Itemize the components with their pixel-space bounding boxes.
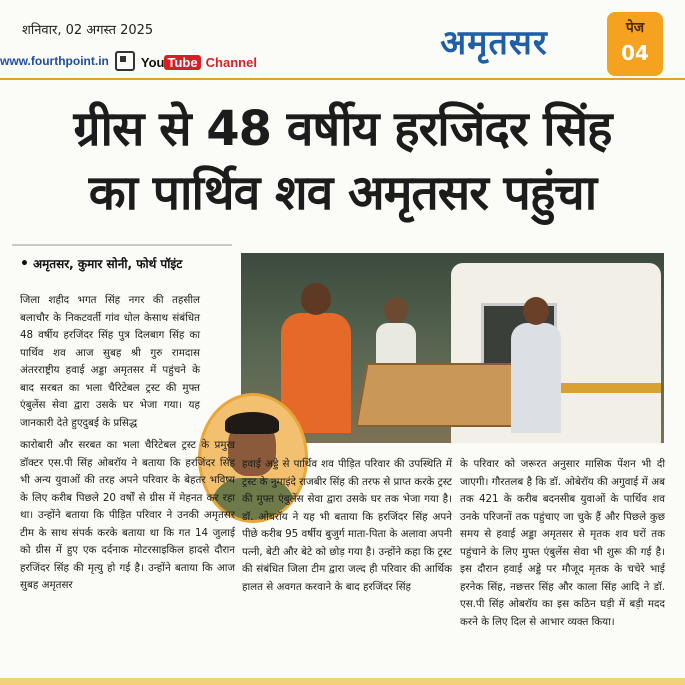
article-column-3: [460, 456, 665, 631]
article-column-1-bottom: [20, 437, 235, 595]
coffin-box: [355, 363, 530, 427]
youtube-you-text: You: [140, 54, 165, 70]
page-number-badge: [607, 12, 663, 76]
person-head: [301, 283, 331, 315]
byline-text: अमृतसर, कुमार सोनी, फोर्थ पॉइंट: [32, 257, 183, 271]
byline: [20, 255, 182, 272]
person-head: [384, 297, 408, 323]
bullet-icon: •: [20, 256, 29, 272]
headline-line-2: का पार्थिव शव अमृतसर पहुंचा: [88, 165, 597, 221]
person-figure: [511, 323, 561, 433]
portrait-hair: [225, 412, 279, 434]
youtube-tube-text: Tube: [164, 55, 200, 70]
paragraph: हवाई अड्डे से पार्थिव शव पीड़ित परिवार की उपस्थिति में ट्रस्ट के नुमाइंदे राजबीर सिंह की तरफ से प्राप्त करके ट्रस्ट की मुफ्त एंबुलेंस सेवा द्वारा उसके घर तक भेजा गया है। डॉ. ओबरॉय ने यह भी बताया कि हरजिंदर सिंह अपने पीछे करीब 95 वर्षीय बुजुर्ग माता-पिता के अलावा अपनी पत्नी, बेटी और बेटे को छोड़ गया है। उन्होंने कहा कि ट्रस्ट की संबंधित जिला टीम द्वारा जल्द ही परिवार की आर्थिक हालत से अवगत करवाने के बाद हरजिंदर सिंह: [242, 458, 452, 593]
page-header: [0, 0, 685, 80]
byline-divider: [12, 244, 232, 246]
person-head: [523, 297, 549, 325]
website-link[interactable]: www.fourthpoint.in: [0, 54, 109, 68]
article-headline: [10, 97, 675, 225]
paragraph: के परिवार को जरूरत अनुसार मासिक पेंशन भी दी जाएगी। गौरतलब है कि डॉ. ओबेरॉय की अगुवाई में अब तक 421 के करीब बदनसीब युवाओं के पार्थिव शव उनके परिजनों तक पहुंचाए जा चुके हैं और पिछले कुछ समय से हवाई अड्डा अमृतसर से मृतक शव घरों तक पहुंचाने के लिए मुफ्त एंबुलेंस सेवा भी शुरू की गई है। इस दौरान हवाई अड्डे पर मौजूद मृतक के चचेरे भाई हरनेक सिंह, नछत्तर सिंह और काला सिंह आदि ने डॉ. एस.पी सिंह ओबरॉय का इस कठिन घड़ी में बड़ी मदद करने के लिए दिल से आभार व्यक्त किया।: [460, 458, 665, 628]
headline-line-1: ग्रीस से 48 वर्षीय हरजिंदर सिंह: [73, 101, 612, 157]
article-column-1-top: [20, 292, 200, 432]
page-number: 04: [621, 41, 649, 65]
youtube-channel-text: Channel: [205, 54, 257, 70]
issue-date: शनिवार, 02 अगस्त 2025: [22, 23, 154, 38]
article-column-2: [242, 456, 452, 596]
page-bottom-border: [0, 678, 685, 685]
paragraph: कारोबारी और सरबत का भला चैरिटेबल ट्रस्ट के प्रमुख डॉक्टर एस.पी सिंह ओबरॉय ने बताया कि हरजिंदर सिंह भी अन्य युवाओं की तरह अपने परिवार के बेहतर भविष्य के लिए करीब पिछले 20 वर्षों से ग्रीस में मेहनत कर रहा था। उन्होंने बताया कि पीड़ित परिवार ने उनकी अमृतसर टीम के साथ संपर्क करके बताया था कि गत 14 जुलाई को ग्रीस में हुए एक दर्दनाक मोटरसाइकिल हादसे दौरान हरजिंदर सिंह की मृत्यु हो गई है। उन्होंने बताया कि आज सुबह अमृतसर: [20, 439, 235, 591]
web-links-row: [0, 51, 257, 71]
city-section-title: अमृतसर: [440, 23, 548, 63]
page-label: पेज: [625, 20, 645, 36]
news-photo: [241, 253, 664, 443]
youtube-channel-link[interactable]: [141, 52, 257, 71]
paragraph: जिला शहीद भगत सिंह नगर की तहसील बलाचौर के निकटवर्ती गांव धोल केसाथ संबंधित 48 वर्षीय हरजिंदर सिंह पुत्र दिलबाग सिंह का पार्थिव शव आज सुबह श्री गुरु रामदास अंतरराष्ट्रीय हवाई अड्डा अमृतसर में पहुंचने के बाद सरबत का भला चैरिटेबल ट्रस्ट की मुफ्त एंबुलेंस सेवा द्वारा उसके घर भेजा गया। यह जानकारी देते हुएदुबई के प्रसिद्ध: [20, 294, 200, 429]
mobile-icon: [115, 51, 135, 71]
